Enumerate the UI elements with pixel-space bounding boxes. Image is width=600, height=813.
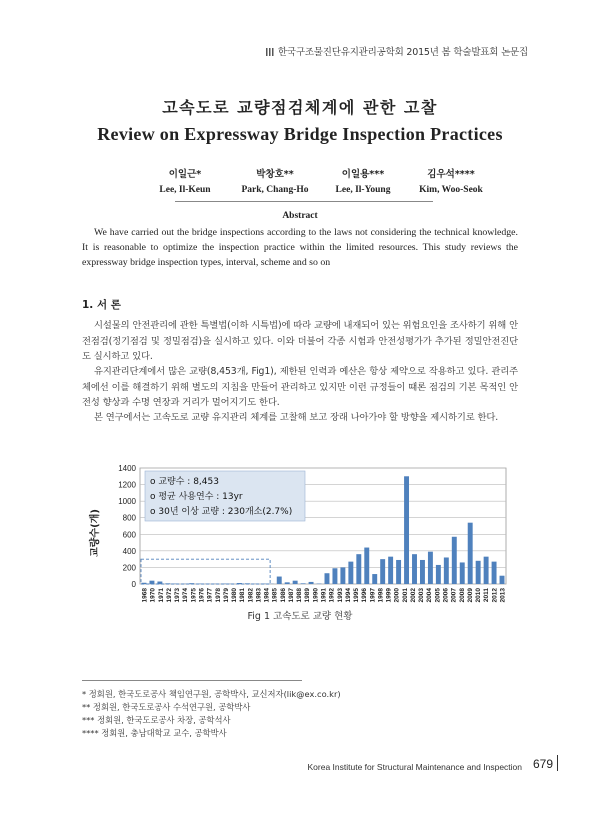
x-tick-label: 1977 bbox=[206, 588, 214, 603]
bar bbox=[348, 562, 353, 584]
author-name-ko: 이일용*** bbox=[341, 169, 385, 180]
y-tick-label: 800 bbox=[122, 513, 136, 523]
bridge-count-chart bbox=[90, 463, 508, 607]
journal-title: 한국구조물진단유지관리공학회 2015년 봄 학술발표회 논문집 bbox=[277, 47, 528, 58]
bar bbox=[325, 573, 330, 584]
x-tick-label: 2008 bbox=[458, 588, 466, 603]
footnote-divider bbox=[82, 680, 302, 681]
figure-caption: Fig 1 고속도로 교량 현황 bbox=[247, 611, 353, 622]
abstract-heading: Abstract bbox=[282, 211, 318, 221]
bar bbox=[372, 574, 377, 584]
bar bbox=[444, 557, 449, 584]
x-tick-label: 1985 bbox=[271, 588, 279, 603]
bar bbox=[500, 576, 505, 584]
y-tick-label: 600 bbox=[122, 530, 136, 540]
x-tick-label: 1975 bbox=[190, 588, 198, 603]
bar bbox=[388, 557, 393, 584]
x-tick-label: 1988 bbox=[296, 588, 304, 603]
x-tick-label: 2004 bbox=[426, 588, 434, 603]
x-tick-label: 1994 bbox=[344, 588, 352, 603]
y-tick-label: 0 bbox=[131, 580, 136, 589]
bar bbox=[420, 560, 425, 584]
section-heading: 1. 서 론 bbox=[82, 299, 121, 311]
bar bbox=[412, 554, 417, 584]
x-tick-label: 1987 bbox=[287, 588, 295, 603]
bar bbox=[380, 559, 385, 584]
x-tick-label: 1970 bbox=[149, 588, 157, 603]
bar bbox=[492, 562, 497, 584]
bar bbox=[149, 581, 154, 584]
title-korean: 고속도로 교량점검체계에 관한 고찰 bbox=[162, 98, 438, 117]
bar bbox=[460, 562, 465, 584]
bar bbox=[484, 557, 489, 584]
x-tick-label: 1983 bbox=[255, 588, 263, 603]
x-tick-label: 1986 bbox=[279, 588, 287, 603]
x-tick-label: 1995 bbox=[353, 588, 361, 603]
x-tick-label: 2003 bbox=[418, 588, 426, 603]
bar bbox=[436, 565, 441, 584]
bar bbox=[468, 523, 473, 584]
x-tick-label: 1984 bbox=[263, 588, 271, 603]
y-axis-label: 교량수(개) bbox=[90, 509, 101, 557]
author-name-ko: 이일근* bbox=[168, 169, 202, 180]
x-tick-label: 1974 bbox=[182, 588, 190, 603]
x-tick-label: 1991 bbox=[320, 588, 328, 603]
bar bbox=[277, 577, 282, 584]
footnote-2: ** 정회원, 한국도로공사 수석연구원, 공학박사 bbox=[82, 702, 251, 712]
paragraph-1: 시설물의 안전관리에 관한 특별법(이하 시특법)에 따라 교량에 내재되어 있는 위험요인을 조사하기 위해 안전점검(정기점검 및 정밀점검)을 실시하고 있다. 이와 더불어 각종 시험과 안전성평가가 추가된 정밀안전진단도 실시하고 있다. bbox=[82, 320, 518, 362]
bar bbox=[309, 582, 314, 584]
x-tick-label: 1993 bbox=[336, 588, 344, 603]
author-2 bbox=[230, 166, 320, 195]
x-tick-label: 2007 bbox=[450, 588, 458, 603]
author-name-en: Lee, Il-Keun bbox=[159, 185, 211, 195]
y-tick-label: 1000 bbox=[118, 497, 136, 507]
divider bbox=[175, 201, 433, 202]
x-tick-label: 2013 bbox=[499, 588, 507, 603]
author-3 bbox=[318, 166, 408, 195]
author-name-en: Kim, Woo-Seok bbox=[419, 185, 483, 195]
bar bbox=[340, 567, 345, 584]
x-tick-label: 2006 bbox=[442, 588, 450, 603]
author-name-en: Lee, Il-Young bbox=[335, 185, 391, 195]
x-tick-label: 2012 bbox=[491, 588, 499, 603]
footnote-3: *** 정회원, 한국도로공사 차장, 공학석사 bbox=[82, 715, 231, 725]
x-tick-label: 1979 bbox=[222, 588, 230, 603]
y-tick-label: 400 bbox=[122, 546, 136, 556]
author-4 bbox=[406, 166, 496, 195]
header-mark-icon bbox=[266, 48, 274, 56]
author-1 bbox=[140, 166, 230, 195]
footer-institute: Korea Institute for Structural Maintenance and Inspection bbox=[307, 762, 522, 772]
bar bbox=[293, 581, 298, 584]
bar bbox=[356, 554, 361, 584]
footnote-1: * 정회원, 한국도로공사 책임연구원, 공학박사, 교신저자(lik@ex.co.kr) bbox=[82, 689, 341, 699]
x-tick-label: 2011 bbox=[483, 588, 491, 603]
x-tick-label: 1981 bbox=[239, 588, 247, 603]
bar bbox=[285, 582, 290, 584]
summary-line: o 교량수 : 8,453 bbox=[150, 477, 219, 487]
x-tick-label: 2005 bbox=[434, 588, 442, 603]
x-tick-label: 1999 bbox=[385, 588, 393, 603]
y-tick-label: 1200 bbox=[118, 480, 136, 490]
x-tick-label: 1989 bbox=[304, 588, 312, 603]
x-tick-label: 1968 bbox=[141, 588, 149, 603]
page-number-bar bbox=[557, 755, 558, 771]
bar bbox=[452, 537, 457, 584]
x-tick-label: 2009 bbox=[466, 588, 474, 603]
x-tick-label: 2002 bbox=[409, 588, 417, 603]
abstract-body: We have carried out the bridge inspections according to the laws not considering the technical knowledge. It is reasonable to optimize the inspection practice within the limited resources. This study reviews the expressway bridge inspection types, interval, scheme and so on bbox=[82, 227, 518, 268]
x-tick-label: 1992 bbox=[328, 588, 336, 603]
title-english: Review on Expressway Bridge Inspection Practices bbox=[97, 124, 503, 144]
x-tick-label: 1972 bbox=[165, 588, 173, 603]
paragraph-2: 유지관리단계에서 많은 교량(8,453개, Fig1), 제한된 인력과 예산은 항상 제약으로 작용하고 있다. 관리주체에선 이를 해결하기 위해 별도의 지침을 만들어 관리하고 있지만 이런 규정들이 때론 점검의 기본 목적인 안전성 향상과 수명 연장과 거리가 멀어지기도 한다. bbox=[82, 366, 518, 408]
bar bbox=[364, 548, 369, 584]
author-name-ko: 박창호** bbox=[256, 169, 294, 180]
chart-svg bbox=[90, 463, 508, 603]
x-tick-label: 1997 bbox=[369, 588, 377, 603]
journal-header bbox=[266, 44, 528, 58]
summary-line: o 30년 이상 교량 : 230개소(2.7%) bbox=[150, 507, 293, 517]
page-number: 679 bbox=[532, 757, 553, 771]
x-tick-label: 1982 bbox=[247, 588, 255, 603]
x-tick-label: 1990 bbox=[312, 588, 320, 603]
x-tick-label: 1998 bbox=[377, 588, 385, 603]
summary-line: o 평균 사용연수 : 13yr bbox=[150, 492, 243, 502]
bar bbox=[301, 583, 306, 584]
x-tick-label: 2010 bbox=[475, 588, 483, 603]
bar bbox=[404, 476, 409, 584]
author-name-ko: 김우석**** bbox=[427, 169, 475, 180]
footnote-4: **** 정회원, 충남대학교 교수, 공학박사 bbox=[82, 728, 227, 738]
paragraph-3: 본 연구에서는 고속도로 교량 유지관리 체계를 고찰해 보고 장래 나아가야 할 방향을 제시하기로 한다. bbox=[94, 412, 499, 423]
author-name-en: Park, Chang-Ho bbox=[241, 185, 309, 195]
x-tick-label: 1980 bbox=[231, 588, 239, 603]
x-tick-label: 2001 bbox=[401, 588, 409, 603]
x-tick-label: 2000 bbox=[393, 588, 401, 603]
x-tick-label: 1978 bbox=[214, 588, 222, 603]
bar bbox=[476, 561, 481, 584]
y-tick-label: 1400 bbox=[118, 464, 136, 473]
bar bbox=[428, 552, 433, 584]
x-tick-label: 1971 bbox=[157, 588, 165, 603]
bar bbox=[332, 568, 337, 584]
x-tick-label: 1976 bbox=[198, 588, 206, 603]
x-tick-label: 1996 bbox=[361, 588, 369, 603]
y-tick-label: 200 bbox=[122, 563, 136, 573]
bar bbox=[396, 560, 401, 584]
x-tick-label: 1973 bbox=[174, 588, 182, 603]
